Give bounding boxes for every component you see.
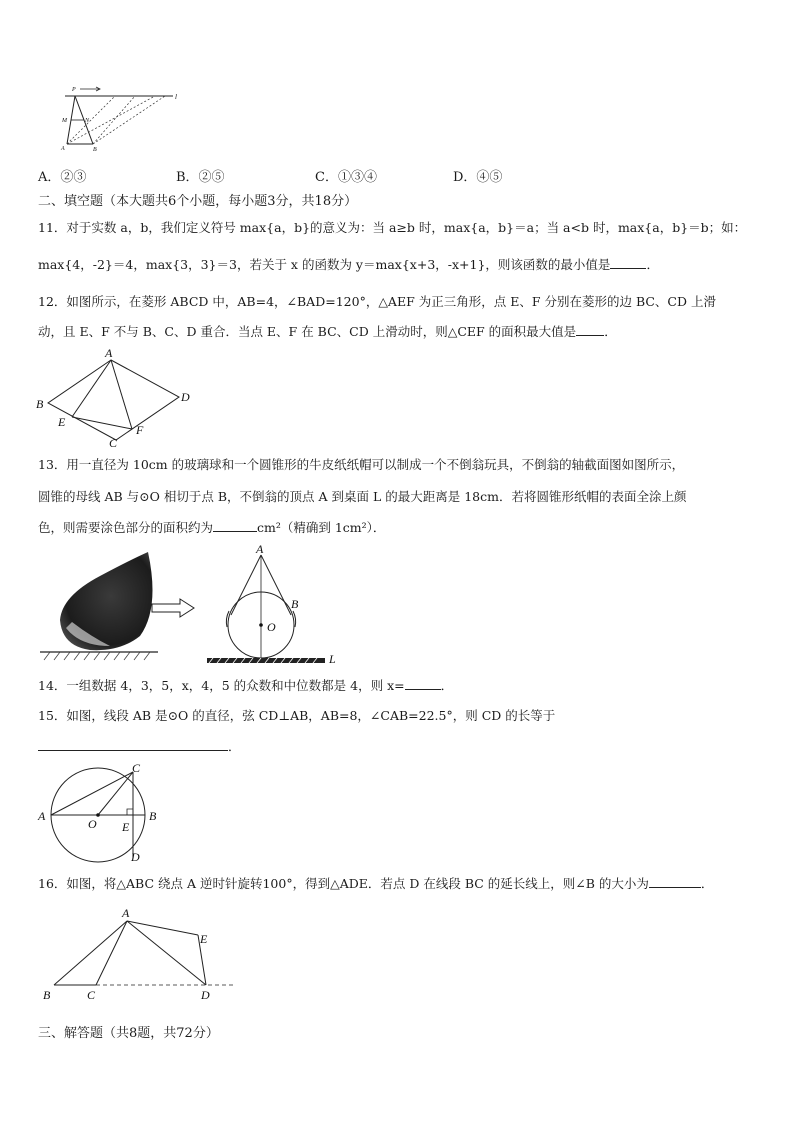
q16-triangle-figure xyxy=(36,905,241,1000)
q11-line2-text: max{4，-2}＝4，max{3，3}＝3，若关于 x 的函数为 y＝max{x+3，-x+1}，则该函数的最小值是 xyxy=(38,257,611,272)
top-label-p: P xyxy=(72,87,76,93)
q13-line3a: 色，则需要涂色部分的面积约为 xyxy=(38,520,214,535)
q11-answer-blank[interactable] xyxy=(610,256,646,269)
q15-label-a: A xyxy=(38,809,46,823)
q14-end: ． xyxy=(440,678,454,693)
q13-line3b: cm²（精确到 1cm²）． xyxy=(257,520,386,535)
option-a[interactable]: A．②③ xyxy=(38,170,87,185)
q13-label-b: B xyxy=(291,597,299,611)
q13-label-l: L xyxy=(329,652,336,666)
q14-text: 14．一组数据 4，3，5，x，4，5 的众数和中位数都是 4，则 x= xyxy=(38,678,405,693)
section3-title: 三、解答题（共8题，共72分） xyxy=(38,1026,219,1041)
q13-line3 xyxy=(38,519,385,537)
section2-title: 二、填空题（本大题共6个小题，每小题3分，共18分） xyxy=(38,194,358,209)
q16-answer-blank[interactable] xyxy=(649,875,701,888)
q16-line xyxy=(38,875,713,893)
top-label-l: l xyxy=(175,93,177,101)
q12-line2-text: 动，且 E、F 不与 B、C、D 重合．当点 E、F 在 BC、CD 上滑动时，则△CEF 的面积最大值是 xyxy=(38,324,577,339)
q16-end: ． xyxy=(700,876,714,891)
q12-label-b: B xyxy=(36,397,44,411)
q15-circle-figure xyxy=(36,760,166,865)
q16-label-d: D xyxy=(201,988,210,1002)
q13-line2: 圆锥的母线 AB 与⊙O 相切于点 B，不倒翁的顶点 A 到桌面 L 的最大距离是 18cm．若将圆锥形纸帽的表面全涂上颜 xyxy=(38,489,687,504)
option-b[interactable]: B．②⑤ xyxy=(176,170,225,185)
q16-text: 16．如图，将△ABC 绕点 A 逆时针旋转100°，得到△ADE．若点 D 在线段 BC 的延长线上，则∠B 的大小为 xyxy=(38,876,649,891)
q15-label-c: C xyxy=(132,761,141,775)
q12-label-e: E xyxy=(58,415,66,429)
q15-label-d: D xyxy=(131,850,140,864)
q15-label-b: B xyxy=(149,809,157,823)
q13-cross-section-figure xyxy=(205,542,355,667)
q12-label-c: C xyxy=(109,436,118,450)
q12-label-f: F xyxy=(136,423,144,437)
q16-label-c: C xyxy=(87,988,96,1002)
q15-answer-blank[interactable] xyxy=(38,738,228,751)
q12-label-d: D xyxy=(181,390,190,404)
q13-answer-blank[interactable] xyxy=(213,519,257,532)
q11-line1: 11．对于实数 a，b，我们定义符号 max{a，b}的意义为：当 a≥b 时，max{a，b}＝a；当 a<b 时，max{a，b}＝b；如： xyxy=(38,220,747,235)
q12-line2 xyxy=(38,323,617,341)
q15-label-e: E xyxy=(122,820,130,834)
q15-line1: 15．如图，线段 AB 是⊙O 的直径，弦 CD⊥AB，AB=8，∠CAB=22.5°，则 CD 的长等于 xyxy=(38,708,556,723)
q13-label-a: A xyxy=(256,542,264,556)
top-figure xyxy=(55,82,180,152)
q12-rhombus-figure xyxy=(36,345,201,450)
top-label-m: M xyxy=(62,118,67,124)
option-d[interactable]: D．④⑤ xyxy=(453,170,503,185)
q13-label-o: O xyxy=(267,620,276,634)
q14-answer-blank[interactable] xyxy=(405,677,441,690)
option-c[interactable]: C．①③④ xyxy=(315,170,377,185)
q15-end: ． xyxy=(228,739,241,754)
q12-label-a: A xyxy=(105,346,113,360)
top-label-b: B xyxy=(93,147,97,153)
top-label-n: N xyxy=(85,118,90,124)
q12-answer-blank[interactable] xyxy=(576,323,604,336)
q11-line2 xyxy=(38,256,659,274)
q13-arrow-icon xyxy=(150,598,200,618)
q16-label-a: A xyxy=(122,906,130,920)
q16-label-e: E xyxy=(200,932,208,946)
q14-line xyxy=(38,677,453,695)
q16-label-b: B xyxy=(43,988,51,1002)
q11-end: ． xyxy=(646,257,659,272)
top-label-a: A xyxy=(61,146,65,152)
q15-label-o: O xyxy=(88,817,97,831)
q13-line1: 13．用一直径为 10cm 的玻璃球和一个圆锥形的牛皮纸纸帽可以制成一个不倒翁玩具，不倒翁的轴截面图如图所示， xyxy=(38,457,685,472)
q15-line2 xyxy=(38,738,241,756)
q12-end: ． xyxy=(604,324,617,339)
q12-line1: 12．如图所示，在菱形 ABCD 中，AB=4，∠BAD=120°，△AEF 为正三角形，点 E、F 分别在菱形的边 BC、CD 上滑 xyxy=(38,294,716,309)
